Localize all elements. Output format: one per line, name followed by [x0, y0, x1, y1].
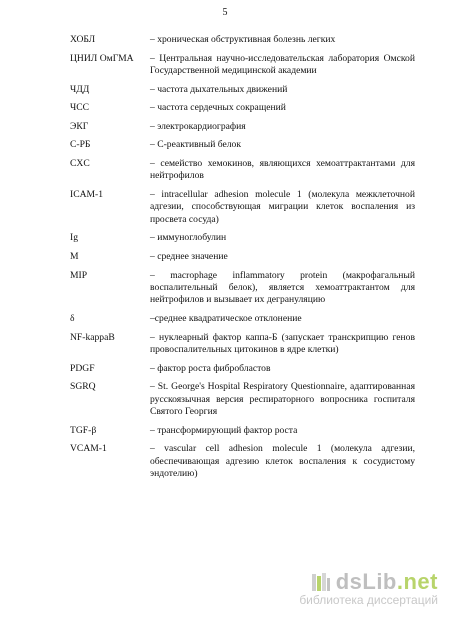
- abbreviation-term: ЭКГ: [70, 120, 89, 132]
- abbreviation-entry: [70, 158, 415, 183]
- abbreviation-term: Ig: [70, 232, 78, 244]
- watermark-name: dsLib: [335, 568, 397, 594]
- abbreviation-entry: [70, 270, 415, 307]
- abbreviation-definition: – семейство хемокинов, являющихся хемоаттрактантами для нейтрофилов: [150, 157, 415, 182]
- abbreviation-term: ЧСС: [70, 102, 90, 114]
- abbreviation-definition: –среднее квадратическое отклонение: [150, 312, 302, 324]
- abbreviation-term: ЦНИЛ ОмГМА: [70, 52, 134, 64]
- abbreviation-term: NF-kappaB: [70, 331, 115, 343]
- abbreviation-term: M: [70, 250, 79, 262]
- abbreviation-term: С-РБ: [70, 139, 91, 151]
- watermark-subtitle: библиотека диссертаций: [299, 593, 438, 608]
- abbreviation-definition: – St. George's Hospital Respiratory Questionnaire, адаптированная русскоязычная версия респираторного вопросника госпиталя Святого Георгия: [150, 381, 415, 417]
- abbreviation-term: δ: [70, 312, 75, 324]
- abbreviation-entry: [70, 102, 415, 114]
- abbreviation-definition: – нуклеарный фактор каппа-Б (запускает транскрипцию генов провоспалительных цитокинов в ядре клетки): [150, 331, 415, 355]
- dslib-logo: [299, 569, 438, 594]
- abbreviation-definition: – частота сердечных сокращений: [150, 102, 286, 114]
- abbreviation-term: ХОБЛ: [70, 34, 96, 45]
- abbreviation-entry: [70, 381, 415, 418]
- abbreviation-definition: – С-реактивный белок: [150, 139, 241, 151]
- abbreviation-entry: [70, 425, 415, 437]
- abbreviation-list: [70, 34, 415, 487]
- abbreviation-definition: – трансформирующий фактор роста: [150, 424, 298, 436]
- abbreviation-entry: [70, 84, 415, 96]
- abbreviation-definition: – электрокардиография: [150, 120, 246, 132]
- dslib-watermark: [299, 569, 438, 608]
- abbreviation-term: CXC: [70, 157, 90, 169]
- abbreviation-entry: [70, 332, 415, 357]
- abbreviation-entry: [70, 189, 415, 226]
- abbreviation-term: ЧДД: [70, 83, 90, 95]
- abbreviation-definition: – macrophage inflammatory protein (макрофагальный воспалительный белок), является хемоаттрактантом для нейтрофилов и вызывает их дегрануляцию: [150, 269, 415, 306]
- abbreviation-definition: – intracellular adhesion molecule 1 (молекула межклеточной адгезии, способствующая миграции клеток воспаления из просвета сосуда): [150, 188, 415, 225]
- abbreviation-definition: – vascular cell adhesion molecule 1 (молекула адгезии, обеспечивающая адгезию клеток воспаления к сосудистому эндотелию): [150, 443, 415, 479]
- abbreviation-entry: [70, 121, 415, 133]
- abbreviation-term: ICAM-1: [70, 188, 104, 200]
- abbreviation-entry: [70, 313, 415, 325]
- book-stack-icon: [310, 571, 332, 593]
- abbreviation-definition: – среднее значение: [150, 250, 228, 262]
- page-number: 5: [222, 7, 228, 18]
- abbreviation-entry: [70, 443, 415, 480]
- abbreviation-entry: [70, 139, 415, 151]
- abbreviation-entry: [70, 251, 415, 263]
- abbreviation-term: SGRQ: [70, 381, 96, 393]
- abbreviation-entry: [70, 232, 415, 244]
- abbreviation-definition: – фактор роста фибробластов: [150, 362, 271, 374]
- abbreviation-term: VCAM-1: [70, 443, 107, 455]
- abbreviation-term: TGF-β: [70, 424, 97, 436]
- abbreviation-definition: – хроническая обструктивная болезнь легких: [150, 34, 336, 45]
- abbreviation-definition: – частота дыхательных движений: [150, 83, 288, 95]
- abbreviation-entry: [70, 363, 415, 375]
- abbreviation-definition: – Центральная научно-исследовательская лаборатория Омской Государственной медицинской академии: [150, 52, 415, 76]
- watermark-domain: .net: [396, 568, 438, 594]
- abbreviation-entry: [70, 53, 415, 78]
- abbreviation-term: PDGF: [70, 362, 95, 374]
- abbreviation-entry: [70, 34, 415, 46]
- abbreviation-definition: – иммуноглобулин: [150, 232, 227, 244]
- abbreviation-term: MIP: [70, 269, 88, 281]
